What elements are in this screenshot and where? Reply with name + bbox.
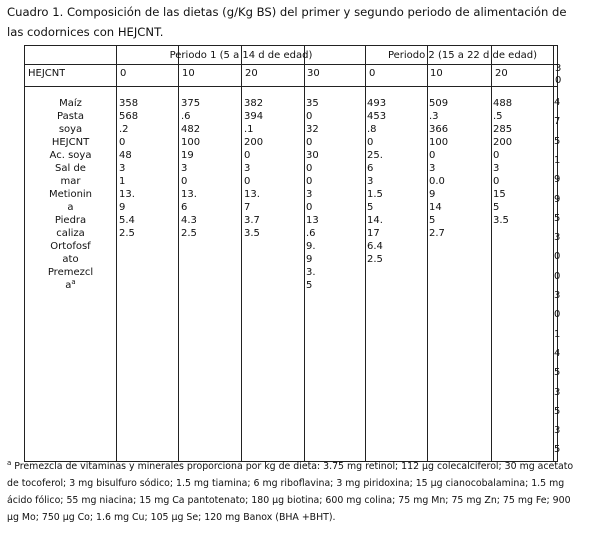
table-cell: 3 <box>244 163 251 174</box>
table-cell: 3 <box>181 163 188 174</box>
table-cell: 5 <box>493 202 500 213</box>
table-cell: 0 <box>244 176 251 187</box>
col-divider <box>491 46 492 461</box>
table-cell: 375 <box>181 98 201 109</box>
table-cell: 0.0 <box>429 176 445 187</box>
col-divider <box>241 46 242 461</box>
table-cell: 3 <box>554 290 561 301</box>
table-cell: 453 <box>367 111 387 122</box>
table-cell: .8 <box>367 124 377 135</box>
header-level: 0 <box>120 68 127 79</box>
table-cell: 1.5 <box>367 189 383 200</box>
col-divider <box>304 46 305 461</box>
table-cell: 200 <box>244 137 264 148</box>
footnote-text: Premezcla de vitaminas y minerales proporciona por kg de dieta: 3.75 mg retinol; 112 µg colecalciferol; 30 mg acetato de tocoferol; 3 mg bisulfuro sódico; 1.5 mg tiamina; 6 mg riboflavina; 3 mg piridoxina; 15 µg cianocobalamina; 1.5 mg ácido fólico; 55 mg niacina; 15 mg Ca pantotenato; 180 µg biotina; 600 mg colina; 75 mg Mn; 75 mg Zn; 75 mg Fe; 900 µg Mo; 750 µg Co; 1.6 mg Cu; 105 µg Se; 120 mg Banox (BHA +BHT). <box>7 461 574 523</box>
table-cell: 4 <box>554 347 561 359</box>
header-level: 10 <box>182 68 195 79</box>
table-cell: 6.4 <box>367 241 383 252</box>
table-cell: 0 <box>306 111 313 122</box>
table-cell: 100 <box>429 137 449 148</box>
table-cell: 5 <box>554 135 561 147</box>
header-level: 30 <box>307 68 320 79</box>
table-cell: 5.4 <box>119 215 135 226</box>
table-cell: 493 <box>367 98 387 109</box>
table-cell: 382 <box>244 98 264 109</box>
table-cell: 100 <box>181 137 201 148</box>
table-cell: 1 <box>554 154 561 166</box>
row-label: Metionin <box>48 189 93 200</box>
header-rule <box>25 86 557 87</box>
table-cell: 0 <box>181 176 188 187</box>
table-cell: .1 <box>244 124 254 135</box>
table-cell: 0 <box>493 176 500 187</box>
table-cell: 30 <box>306 150 319 161</box>
table-cell: 0 <box>306 202 313 213</box>
table-cell: 0 <box>429 150 436 161</box>
table-cell: 5 <box>554 367 561 379</box>
row-label: Ac. soya <box>49 150 92 161</box>
table-cell: 3 <box>429 163 436 174</box>
table-cell: 0 <box>119 137 126 148</box>
header-level: 20 <box>495 68 508 79</box>
header-level: 0 <box>555 75 562 86</box>
table-cell: 394 <box>244 111 264 122</box>
table-cell: .5 <box>493 111 503 122</box>
table-cell: 35 <box>306 98 319 109</box>
table-cell: 4.3 <box>181 215 197 226</box>
table-cell: 3.5 <box>493 215 509 226</box>
table-cell: 13. <box>244 189 260 200</box>
table-cell: 1 <box>119 176 126 187</box>
header-level: 20 <box>245 68 258 79</box>
table-cell: 9 <box>306 254 313 265</box>
footnote-ref: a <box>71 279 76 286</box>
table-cell: 3 <box>306 189 313 200</box>
table-cell: 4 <box>554 97 561 108</box>
row-label: Maíz <box>59 98 82 109</box>
col-divider <box>178 46 179 461</box>
table-cell: 3 <box>367 176 374 187</box>
table-cell: 9 <box>119 202 126 213</box>
diet-composition-table <box>24 45 562 462</box>
table-cell: .6 <box>306 228 316 239</box>
table-cell: 0 <box>554 251 561 263</box>
row-label: Sal de <box>55 163 86 174</box>
row-label: Premezcl <box>47 267 94 278</box>
table-cell: 9 <box>429 189 436 200</box>
table-cell: .3 <box>429 111 439 122</box>
table-cell: 285 <box>493 124 513 135</box>
table-cell: 14. <box>367 215 383 226</box>
table-cell: 0 <box>244 150 251 161</box>
header-level: 3 <box>555 63 562 74</box>
header-label: HEJCNT <box>28 68 66 79</box>
table-cell: 358 <box>119 98 139 109</box>
row-label: ato <box>62 254 79 265</box>
table-cell: 2.7 <box>429 228 445 239</box>
table-cell: .2 <box>119 124 129 135</box>
table-cell: 3 <box>119 163 126 174</box>
table-cell: 9 <box>554 193 561 205</box>
caption-line-1: Cuadro 1. Composición de las dietas (g/Kg BS) del primer y segundo periodo de alimentación de <box>7 5 567 19</box>
col-divider <box>116 46 117 461</box>
table-cell: 0 <box>306 176 313 187</box>
table-cell: .6 <box>181 111 191 122</box>
row-label: mar <box>60 176 81 187</box>
table-cell: 5 <box>306 280 313 291</box>
col-divider <box>427 46 428 461</box>
table-cell: 488 <box>493 98 513 109</box>
table-cell: 13 <box>306 215 319 226</box>
table-cell: 2.5 <box>367 254 383 265</box>
table-cell: 5 <box>554 444 561 456</box>
table-cell: 2.5 <box>119 228 135 239</box>
table-cell: 5 <box>554 212 561 224</box>
caption-line-2: las codornices con HEJCNT. <box>7 25 164 39</box>
table-cell: 3.5 <box>244 228 260 239</box>
row-label: Pasta <box>57 111 84 122</box>
table-cell: 6 <box>181 202 188 213</box>
table-cell: 17 <box>367 228 380 239</box>
table-cell: 5 <box>554 405 561 417</box>
table-cell: 13. <box>119 189 135 200</box>
table-cell: 200 <box>493 137 513 148</box>
table-cell: 2.5 <box>181 228 197 239</box>
table-cell: 15 <box>493 189 506 200</box>
table-cell: 5 <box>429 215 436 226</box>
table-cell: 0 <box>554 270 561 282</box>
footnote <box>7 458 585 526</box>
row-label: Piedra <box>54 215 87 226</box>
table-cell: 0 <box>306 163 313 174</box>
table-cell: 7 <box>244 202 251 213</box>
period-2-header: Periodo 2 (15 a 22 d de edad) <box>387 50 538 61</box>
table-cell: 7 <box>554 116 561 128</box>
table-cell: 19 <box>181 150 194 161</box>
table-cell: 0 <box>554 309 561 321</box>
header-level: 10 <box>430 68 443 79</box>
period-1-header: Periodo 1 (5 a 14 d de edad) <box>169 50 313 61</box>
footnote-marker: a <box>7 458 12 467</box>
table-caption <box>7 2 585 42</box>
table-cell: 0 <box>493 150 500 161</box>
table-cell: 482 <box>181 124 201 135</box>
period-divider <box>365 46 366 461</box>
table-cell: 3 <box>554 386 561 398</box>
row-label: $a^a$ <box>65 279 76 291</box>
table-cell: 3 <box>493 163 500 174</box>
table-cell: 3. <box>306 267 316 278</box>
table-cell: 5 <box>367 202 374 213</box>
table-cell: 3 <box>554 425 561 437</box>
header-level: 0 <box>369 68 376 79</box>
period-header-rule <box>116 64 557 65</box>
table-cell: 6 <box>367 163 374 174</box>
table-cell: 48 <box>119 150 132 161</box>
row-label: caliza <box>56 228 85 239</box>
table-cell: 0 <box>306 137 313 148</box>
row-label: HEJCNT <box>51 137 90 148</box>
table-cell: 1 <box>554 328 561 340</box>
table-cell: 0 <box>367 137 374 148</box>
table-cell: 568 <box>119 111 139 122</box>
row-label: a <box>67 202 74 213</box>
table-cell: 3 <box>554 232 561 244</box>
table-cell: 14 <box>429 202 442 213</box>
table-cell: 9. <box>306 241 316 252</box>
table-cell: 13. <box>181 189 197 200</box>
table-cell: 509 <box>429 98 449 109</box>
row-label: Ortofosf <box>50 241 91 252</box>
table-cell: 3.7 <box>244 215 260 226</box>
row-label: soya <box>58 124 83 135</box>
table-cell: 366 <box>429 124 449 135</box>
table-cell: 32 <box>306 124 319 135</box>
table-cell: 9 <box>554 174 561 186</box>
table-cell: 25. <box>367 150 383 161</box>
